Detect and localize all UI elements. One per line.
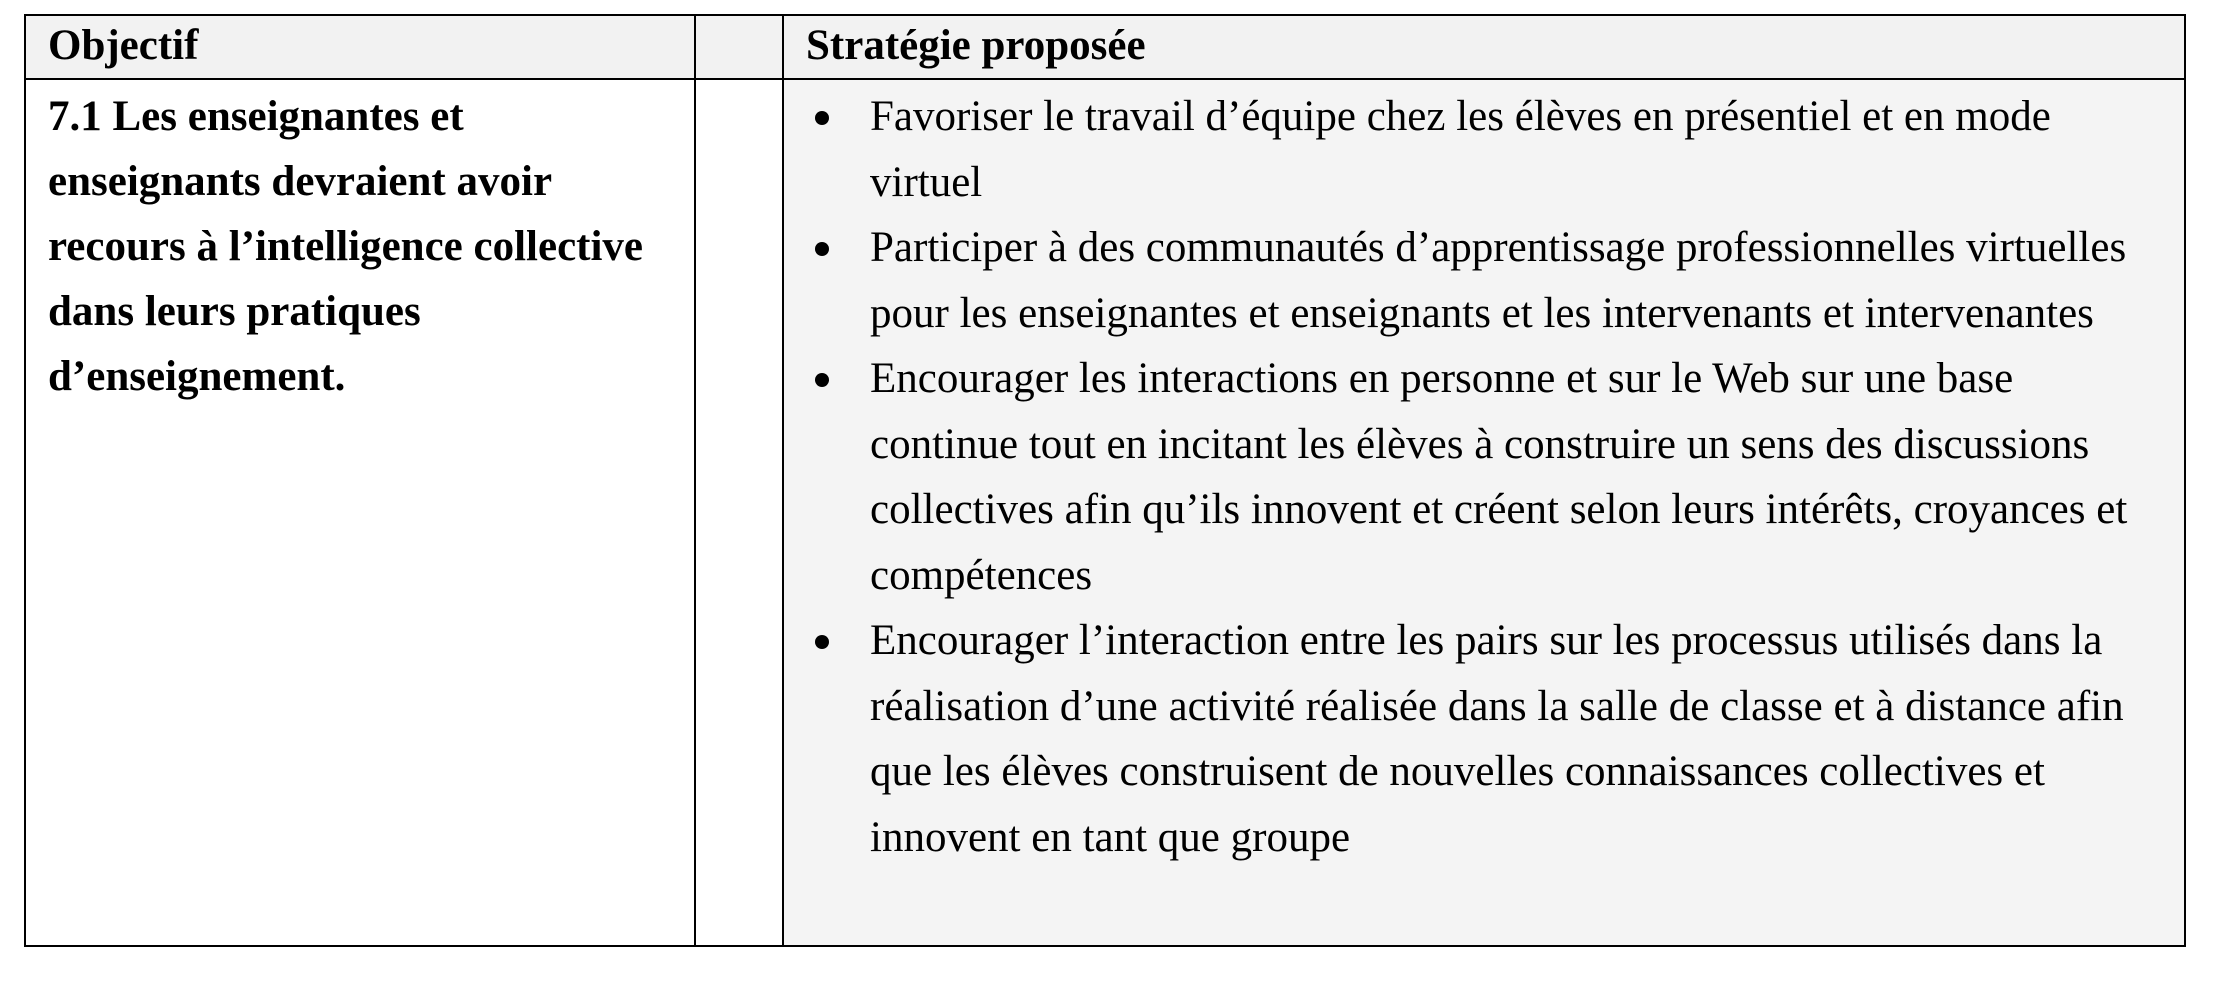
strategy-item xyxy=(784,84,2166,215)
spacer-header-cell xyxy=(695,15,783,79)
strategy-item xyxy=(784,215,2166,346)
strategy-item xyxy=(784,346,2166,608)
bullet-icon xyxy=(815,373,829,387)
objective-header-cell xyxy=(25,15,695,79)
strategy-text: Participer à des communautés d’apprentissage professionnelles virtuelles pour les enseignantes et enseignants et les intervenants et intervenantes xyxy=(870,224,2127,337)
bullet-icon xyxy=(815,242,829,256)
strategy-cell xyxy=(783,79,2185,946)
objective-text: 7.1 Les enseignantes et enseignants devraient avoir recours à l’intelligence collective dans leurs pratiques d’enseignement. xyxy=(48,93,644,400)
strategy-list xyxy=(784,80,2184,870)
strategy-header: Stratégie proposée xyxy=(806,22,1146,69)
strategy-header-cell xyxy=(783,15,2185,79)
strategy-text: Favoriser le travail d’équipe chez les élèves en présentiel et en mode virtuel xyxy=(870,93,2051,206)
objectives-table xyxy=(24,14,2186,947)
bullet-icon xyxy=(815,111,829,125)
strategy-text: Encourager les interactions en personne et sur le Web sur une base continue tout en incitant les élèves à construire un sens des discussions collectives afin qu’ils innovent et créent selon leurs intérêts, croyances et compétences xyxy=(870,355,2128,599)
table-row xyxy=(25,79,2185,946)
objective-cell xyxy=(25,79,695,946)
bullet-icon xyxy=(815,635,829,649)
header-row xyxy=(25,15,2185,79)
spacer-cell xyxy=(695,79,783,946)
objective-header: Objectif xyxy=(48,22,199,69)
strategy-text: Encourager l’interaction entre les pairs sur les processus utilisés dans la réalisation d’une activité réalisée dans la salle de classe et à distance afin que les élèves construisent de nouvelles connaissances collectives et innovent en tant que groupe xyxy=(870,617,2124,861)
strategy-item xyxy=(784,608,2166,870)
